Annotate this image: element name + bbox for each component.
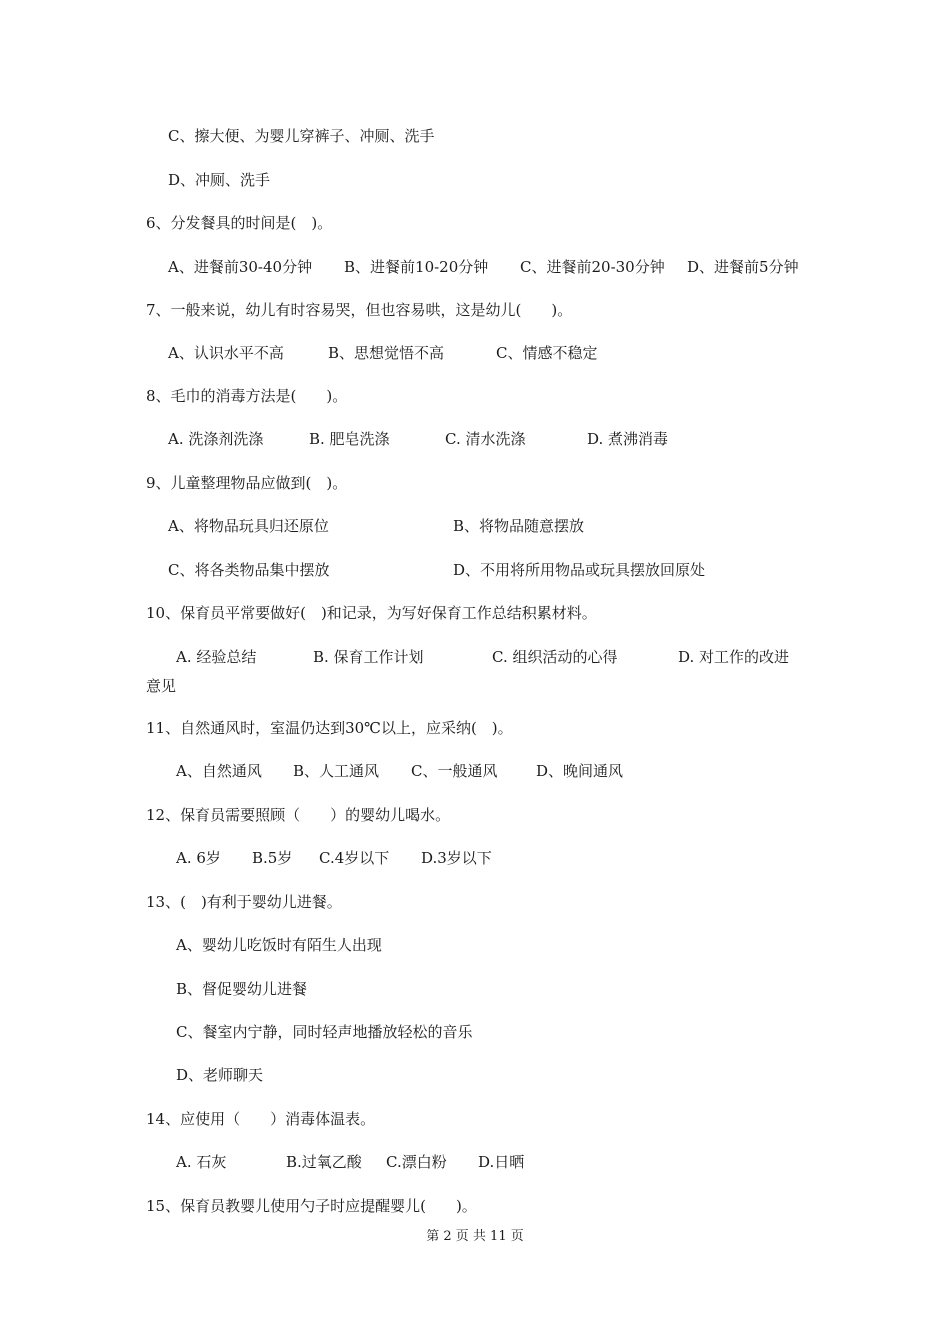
option-line: D、冲厕、洗手: [168, 171, 271, 189]
option-a: A. 经验总结: [176, 648, 257, 666]
question-10: 10、保育员平常要做好( )和记录，为写好保育工作总结积累材料。: [146, 604, 597, 622]
question-9-options-row1: [168, 516, 584, 536]
option-a: A、自然通风: [176, 762, 262, 780]
question-10-options: [176, 647, 789, 667]
option-d: D. 煮沸消毒: [587, 430, 669, 448]
question-8: 8、毛巾的消毒方法是( )。: [146, 387, 348, 405]
option-b: B.5岁: [252, 849, 293, 867]
option-a: A. 洗涤剂洗涤: [168, 430, 264, 448]
option-d: D、进餐前5分钟: [687, 258, 799, 276]
question-6: 6、分发餐具的时间是( )。: [146, 214, 333, 232]
option-b: B.过氧乙酸: [286, 1153, 362, 1171]
option-c: C.4岁以下: [319, 849, 390, 867]
option-b: B、进餐前10-20分钟: [344, 258, 489, 276]
option-d: D、晚间通风: [536, 762, 624, 780]
option-line: C、擦大便、为婴儿穿裤子、冲厕、洗手: [168, 127, 435, 145]
question-12: 12、保育员需要照顾（ ）的婴幼儿喝水。: [146, 806, 451, 824]
question-13-option-a: A、婴幼儿吃饭时有陌生人出现: [176, 936, 382, 954]
option-c: C、将各类物品集中摆放: [168, 561, 330, 579]
question-14: 14、应使用（ ）消毒体温表。: [146, 1110, 376, 1128]
option-a: A、将物品玩具归还原位: [168, 517, 329, 535]
question-14-options: [176, 1152, 524, 1172]
option-b: B、思想觉悟不高: [328, 344, 445, 362]
question-10-option-d-continued: 意见: [146, 677, 177, 695]
option-c: C.漂白粉: [386, 1153, 447, 1171]
option-c: C. 清水洗涤: [445, 430, 526, 448]
option-b: B. 肥皂洗涤: [309, 430, 390, 448]
option-d: D.3岁以下: [421, 849, 492, 867]
page-footer: 第 2 页 共 11 页: [426, 1229, 524, 1244]
option-d: D.日晒: [478, 1153, 525, 1171]
question-9: 9、儿童整理物品应做到( )。: [146, 474, 348, 492]
question-7-options: [168, 343, 597, 363]
option-a: A、认识水平不高: [168, 344, 284, 362]
option-c: C、一般通风: [411, 762, 498, 780]
question-11-options: [176, 761, 623, 781]
question-9-options-row2: [168, 560, 705, 580]
option-c: C、情感不稳定: [496, 344, 598, 362]
option-b: B. 保育工作计划: [313, 648, 424, 666]
question-13-option-d: D、老师聊天: [176, 1066, 264, 1084]
option-a: A. 石灰: [176, 1153, 227, 1171]
option-c: C、进餐前20-30分钟: [520, 258, 665, 276]
question-8-options: [168, 429, 668, 449]
question-15: 15、保育员教婴儿使用勺子时应提醒婴儿( )。: [146, 1197, 477, 1215]
option-d: D. 对工作的改进: [678, 648, 790, 666]
option-d: D、不用将所用物品或玩具摆放回原处: [453, 561, 706, 579]
option-c: C. 组织活动的心得: [492, 648, 618, 666]
question-12-options: [176, 848, 492, 868]
question-7: 7、一般来说，幼儿有时容易哭，但也容易哄，这是幼儿( )。: [146, 301, 573, 319]
question-13: 13、( )有利于婴幼儿进餐。: [146, 893, 342, 911]
question-13-option-c: C、餐室内宁静，同时轻声地播放轻松的音乐: [176, 1023, 473, 1041]
option-a: A. 6岁: [176, 849, 221, 867]
question-6-options: [168, 257, 799, 277]
question-11: 11、自然通风时，室温仍达到30℃以上，应采纳( )。: [146, 719, 513, 737]
question-13-option-b: B、督促婴幼儿进餐: [176, 980, 308, 998]
option-a: A、进餐前30-40分钟: [168, 258, 313, 276]
option-b: B、将物品随意摆放: [453, 517, 585, 535]
option-b: B、人工通风: [293, 762, 380, 780]
